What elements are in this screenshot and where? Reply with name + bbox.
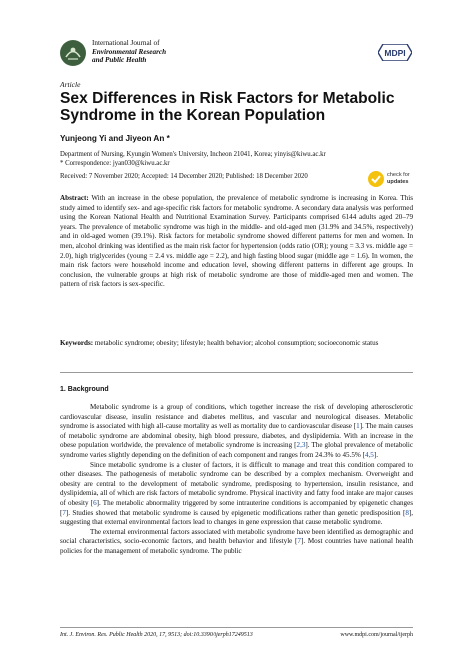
journal-name — [92, 39, 166, 65]
citation-link[interactable]: 1 — [356, 422, 360, 431]
publication-dates: Received: 7 November 2020; Accepted: 14 December 2020; Published: 18 December 2020 — [60, 173, 308, 180]
citation-link[interactable]: 7 — [297, 537, 301, 546]
abstract-label: Abstract: — [60, 194, 89, 202]
journal-line-1: International Journal of — [92, 39, 160, 47]
citation-link[interactable]: 6 — [93, 498, 97, 507]
footer-divider — [60, 627, 413, 628]
footer-url[interactable]: www.mdpi.com/journal/ijerph — [340, 632, 413, 638]
mdpi-logo-icon — [378, 44, 412, 61]
authors: Yunjeong Yi and Jiyeon An * — [60, 134, 170, 143]
footer-citation: Int. J. Environ. Res. Public Health 2020, 17, 9513; doi:10.3390/ijerph17249513 — [60, 632, 253, 638]
keywords-label: Keywords: — [60, 339, 94, 347]
journal-line-3: and Public Health — [92, 56, 147, 65]
paragraph: The external environmental factors associated with metabolic syndrome have been identified as demographic and social characteristics, socio-economic factors, and health behavior and lifestyle [7]. Most countries have national health policies for the management of metabolic syndrome. The public — [60, 527, 413, 555]
journal-logo-icon — [60, 40, 86, 66]
citation-link[interactable]: 4,5 — [364, 450, 374, 459]
check-updates-label: check for updates — [387, 172, 410, 185]
mdpi-logo — [378, 44, 412, 61]
affiliations — [60, 150, 440, 168]
citation-link[interactable]: 7 — [62, 508, 66, 517]
correspondence: * Correspondence: jyan030@kiwu.ac.kr — [60, 160, 170, 167]
abstract — [60, 194, 413, 290]
section-heading: 1. Background — [60, 386, 109, 393]
abstract-text: With an increase in the obese population, the prevalence of metabolic syndrome is increasing in Korea. This study aimed to identify sex- and age-specific risk factors for metabolic syndrome. A secondary data analysis was performed using the Korean National Health and Nutritional Examination Survey. Participants comprised 6144 adults aged 20–79 years. The prevalence of metabolic syndrome was high in the middle- and old-aged men (31.9% and 34.5%, respectively) and in old-aged women (39.1%). Risk factors for metabolic syndrome showed different patterns for men and women. In men, alcohol drinking was identified as the main risk factor for hypertension (odds ratio (OR); young = 3.3 vs. middle age = 2.0), high triglycerides (young = 2.4 vs. middle age = 2.2), and high fasting blood sugar (middle age = 1.6). In women, the main risk factors were household income and education level, showing different patterns in different age groups. In conclusion, the vulnerable groups at high risk of metabolic syndrome are those of middle-aged men and women. The pattern of risk factors is sex-specific. — [60, 194, 413, 289]
journal-logo — [60, 40, 86, 66]
keywords-text: metabolic syndrome; obesity; lifestyle; health behavior; alcohol consumption; socioeconomic status — [94, 339, 379, 347]
article-type: Article — [60, 80, 81, 89]
body-text — [60, 403, 413, 557]
mdpi-logo-text: MDPI — [384, 48, 406, 58]
section-divider — [60, 372, 413, 373]
article-title: Sex Differences in Risk Factors for Metabolic Syndrome in the Korean Population — [60, 90, 395, 124]
check-for-updates-badge[interactable] — [368, 170, 428, 190]
check-updates-icon — [368, 171, 384, 187]
citation-link[interactable]: 8 — [405, 508, 409, 517]
citation-link[interactable]: 2,3 — [296, 441, 306, 450]
paragraph: Metabolic syndrome is a group of conditions, which together increase the risk of developing atherosclerotic cardiovascular disease, insulin resistance and diabetes mellitus, and vascular and neurological diseases. Metabolic syndrome is associated with high all-cause mortality as well as mortality due to cardiovascular disease [1]. The main causes of metabolic syndrome are abdominal obesity, high blood pressure, diabetes, and dyslipidemia. With an increase in the obese population worldwide, the prevalence of metabolic syndrome is increasing [2,3]. The global prevalence of metabolic syndrome varies slightly depending on the definition of each component and ranges from 24.3% to 45.5% [4,5]. — [60, 403, 414, 459]
paragraph: Since metabolic syndrome is a cluster of factors, it is difficult to manage and treat this condition compared to other diseases. The pathogenesis of metabolic syndrome can be described by a complex mechanism. Overweight and obesity are central to the development of metabolic syndrome, predisposing to hypertension, insulin resistance, and dyslipidemia, all of which are risk factors of metabolic syndrome. Physical inactivity and fatty food intake are major causes of obesity [6]. The metabolic abnormality triggered by some intrauterine conditions is accompanied by epigenetic changes [7]. Studies showed that metabolic syndrome is caused by epigenetic modifications rather than genetic predisposition [8], suggesting that external environmental factors lead to changes in gene expression that cause metabolic syndrome. — [60, 460, 413, 527]
journal-line-2: Environmental Research — [92, 47, 167, 56]
keywords — [60, 339, 413, 349]
page-footer — [60, 632, 413, 638]
affiliation: Department of Nursing, Kyungin Women's University, Incheon 21041, Korea; yinyis@kiwu.ac.kr — [60, 151, 326, 158]
